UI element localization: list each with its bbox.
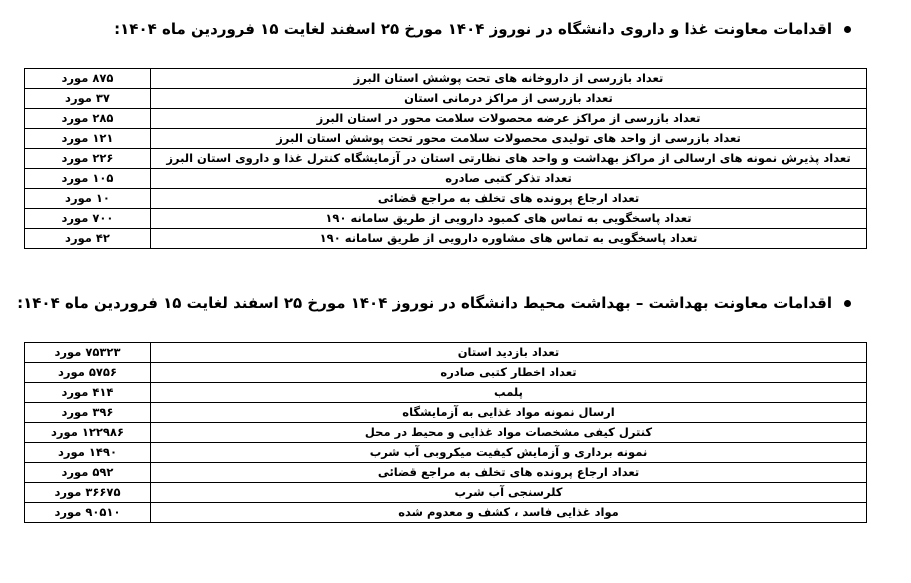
row-description: تعداد اخطار کتبی صادره [151,363,867,383]
row-description: تعداد بازرسی از داروخانه های تحت پوشش استان البرز [151,69,867,89]
row-description: تعداد ارجاع پرونده های تخلف به مراجع قضائی [151,463,867,483]
table-row [25,463,867,483]
table-row [25,343,867,363]
row-description: تعداد بازدید استان [151,343,867,363]
row-count: ۲۸۵ مورد [25,109,151,129]
row-count: ۱۴۹۰ مورد [25,443,151,463]
row-count: ۴۱۴ مورد [25,383,151,403]
section2-title: اقدامات معاونت بهداشت – بهداشت محیط دانشگاه در نوروز ۱۴۰۴ مورخ ۲۵ اسفند لغایت ۱۵ فروردین ماه ۱۴۰۴: [17,294,832,312]
row-count: ۱۰ مورد [25,189,151,209]
row-count: ۷۰۰ مورد [25,209,151,229]
row-description: تعداد ارجاع پرونده های تخلف به مراجع قضائی [151,189,867,209]
table-row [25,403,867,423]
row-count: ۸۷۵ مورد [25,69,151,89]
row-description: تعداد بازرسی از مراکز عرضه محصولات سلامت محور در استان البرز [151,109,867,129]
section1-title: اقدامات معاونت غذا و داروی دانشگاه در نوروز ۱۴۰۴ مورخ ۲۵ اسفند لغایت ۱۵ فروردین ماه ۱۴۰۴: [114,20,832,38]
table-row [25,169,867,189]
row-description: تعداد تذکر کتبی صادره [151,169,867,189]
bullet-icon [844,26,851,33]
table-row [25,383,867,403]
table-row [25,363,867,383]
table-row [25,109,867,129]
row-description: تعداد پذیرش نمونه های ارسالی از مراکز بهداشت و واحد های نظارتی استان در آزمایشگاه کنترل غذا و داروی استان البرز [151,149,867,169]
row-description: تعداد پاسخگویی به تماس های مشاوره دارویی از طریق سامانه ۱۹۰ [151,229,867,249]
row-count: ۴۲ مورد [25,229,151,249]
section1-heading [114,20,851,38]
table-row [25,189,867,209]
row-description: تعداد بازرسی از واحد های تولیدی محصولات سلامت محور تحت پوشش استان البرز [151,129,867,149]
table-row [25,503,867,523]
row-count: ۳۹۶ مورد [25,403,151,423]
food-drug-table [24,68,867,249]
row-count: ۳۷ مورد [25,89,151,109]
row-description: پلمب [151,383,867,403]
row-description: کنترل کیفی مشخصات مواد غذایی و محیط در محل [151,423,867,443]
table-row [25,229,867,249]
bullet-icon [844,300,851,307]
row-count: ۱۲۲۹۸۶ مورد [25,423,151,443]
row-description: کلرسنجی آب شرب [151,483,867,503]
row-description: مواد غذایی فاسد ، کشف و معدوم شده [151,503,867,523]
section2-heading [17,294,851,312]
row-count: ۵۷۵۶ مورد [25,363,151,383]
row-count: ۱۲۱ مورد [25,129,151,149]
row-count: ۹۰۵۱۰ مورد [25,503,151,523]
table-row [25,69,867,89]
row-count: ۱۰۵ مورد [25,169,151,189]
table-row [25,423,867,443]
environmental-health-table [24,342,867,523]
row-count: ۲۲۶ مورد [25,149,151,169]
table-row [25,443,867,463]
row-count: ۳۶۶۷۵ مورد [25,483,151,503]
row-count: ۵۹۲ مورد [25,463,151,483]
row-count: ۷۵۳۲۳ مورد [25,343,151,363]
row-description: نمونه برداری و آزمایش کیفیت میکروبی آب شرب [151,443,867,463]
row-description: تعداد بازرسی از مراکز درمانی استان [151,89,867,109]
table-row [25,149,867,169]
table-row [25,89,867,109]
table-row [25,129,867,149]
row-description: تعداد پاسخگویی به تماس های کمبود دارویی از طریق سامانه ۱۹۰ [151,209,867,229]
row-description: ارسال نمونه مواد غذایی به آزمایشگاه [151,403,867,423]
table-row [25,483,867,503]
table-row [25,209,867,229]
